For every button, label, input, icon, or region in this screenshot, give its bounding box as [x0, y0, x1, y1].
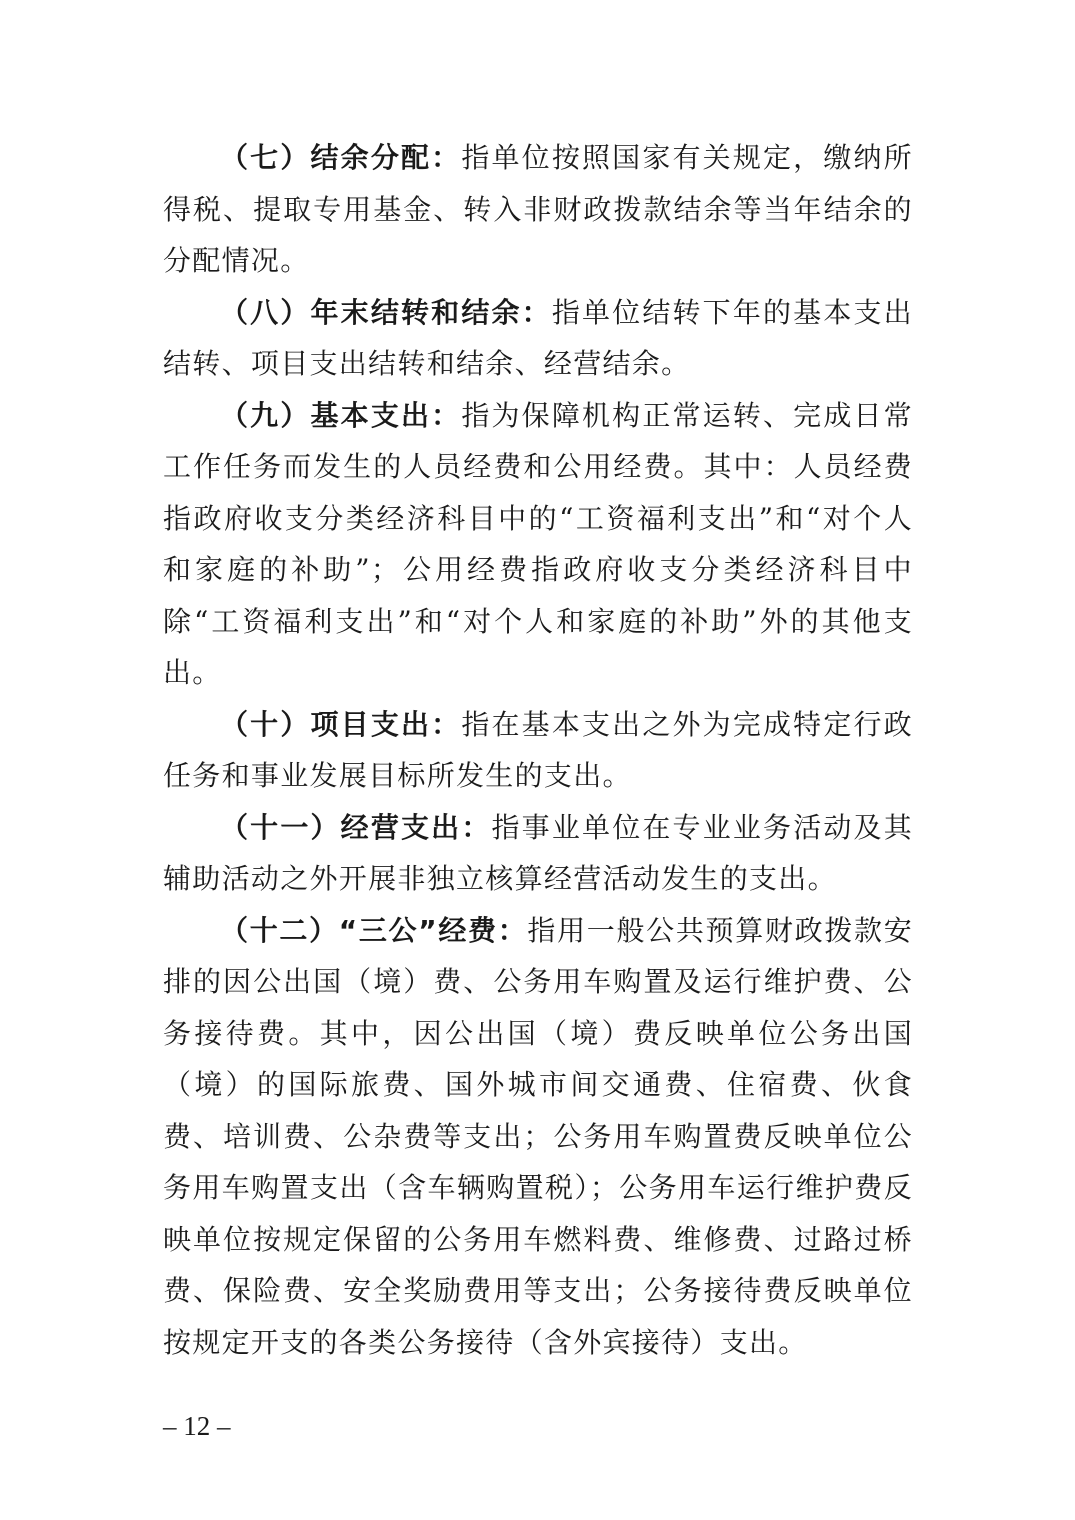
term-definition: 指为保障机构正常运转、完成日常工作任务而发生的人员经费和公用经费。其中：人员经费指政府收支分类经济科目中的“工资福利支出”和“对个人和家庭的补助”；公用经费指政府收支分类经济科目中除“工资福利支出”和“对个人和家庭的补助”外的其他支出。: [163, 398, 913, 689]
term-definition: 指事业单位在专业业务活动及其辅助活动之外开展非独立核算经营活动发生的支出。: [163, 810, 913, 895]
term-definition: 指用一般公共预算财政拨款安排的因公出国（境）费、公务用车购置及运行维护费、公务接待费。其中，因公出国（境）费反映单位公务出国（境）的国际旅费、国外城市间交通费、住宿费、伙食费、培训费、公杂费等支出；公务用车购置费反映单位公务用车购置支出（含车辆购置税）；公务用车运行维护费反映单位按规定保留的公务用车燃料费、维修费、过路过桥费、保险费、安全奖励费用等支出；公务接待费反映单位按规定开支的各类公务接待（含外宾接待）支出。: [163, 913, 913, 1359]
paragraph-operating-expenditure: [163, 802, 913, 905]
term-definition: 指单位按照国家有关规定，缴纳所得税、提取专用基金、转入非财政拨款结余等当年结余的分配情况。: [163, 141, 913, 277]
paragraph-year-end-carryover: [163, 287, 913, 390]
term-definition: 指单位结转下年的基本支出结转、项目支出结转和结余、经营结余。: [163, 295, 913, 380]
document-body: [163, 132, 913, 1368]
term-heading: （七）结余分配：: [220, 141, 462, 174]
term-heading: （九）基本支出：: [220, 398, 462, 432]
term-heading: （十二）“三公”经费：: [220, 913, 528, 947]
term-definition: 指在基本支出之外为完成特定行政任务和事业发展目标所发生的支出。: [163, 707, 913, 792]
paragraph-project-expenditure: [163, 699, 913, 802]
term-heading: （十）项目支出：: [220, 707, 462, 741]
term-heading: （十一）经营支出：: [220, 810, 492, 844]
paragraph-three-public-expenses: [163, 905, 913, 1369]
paragraph-basic-expenditure: [163, 390, 913, 699]
page-number: – 12 –: [163, 1411, 231, 1441]
paragraph-surplus-distribution: [163, 132, 913, 287]
term-heading: （八）年末结转和结余：: [220, 295, 552, 329]
